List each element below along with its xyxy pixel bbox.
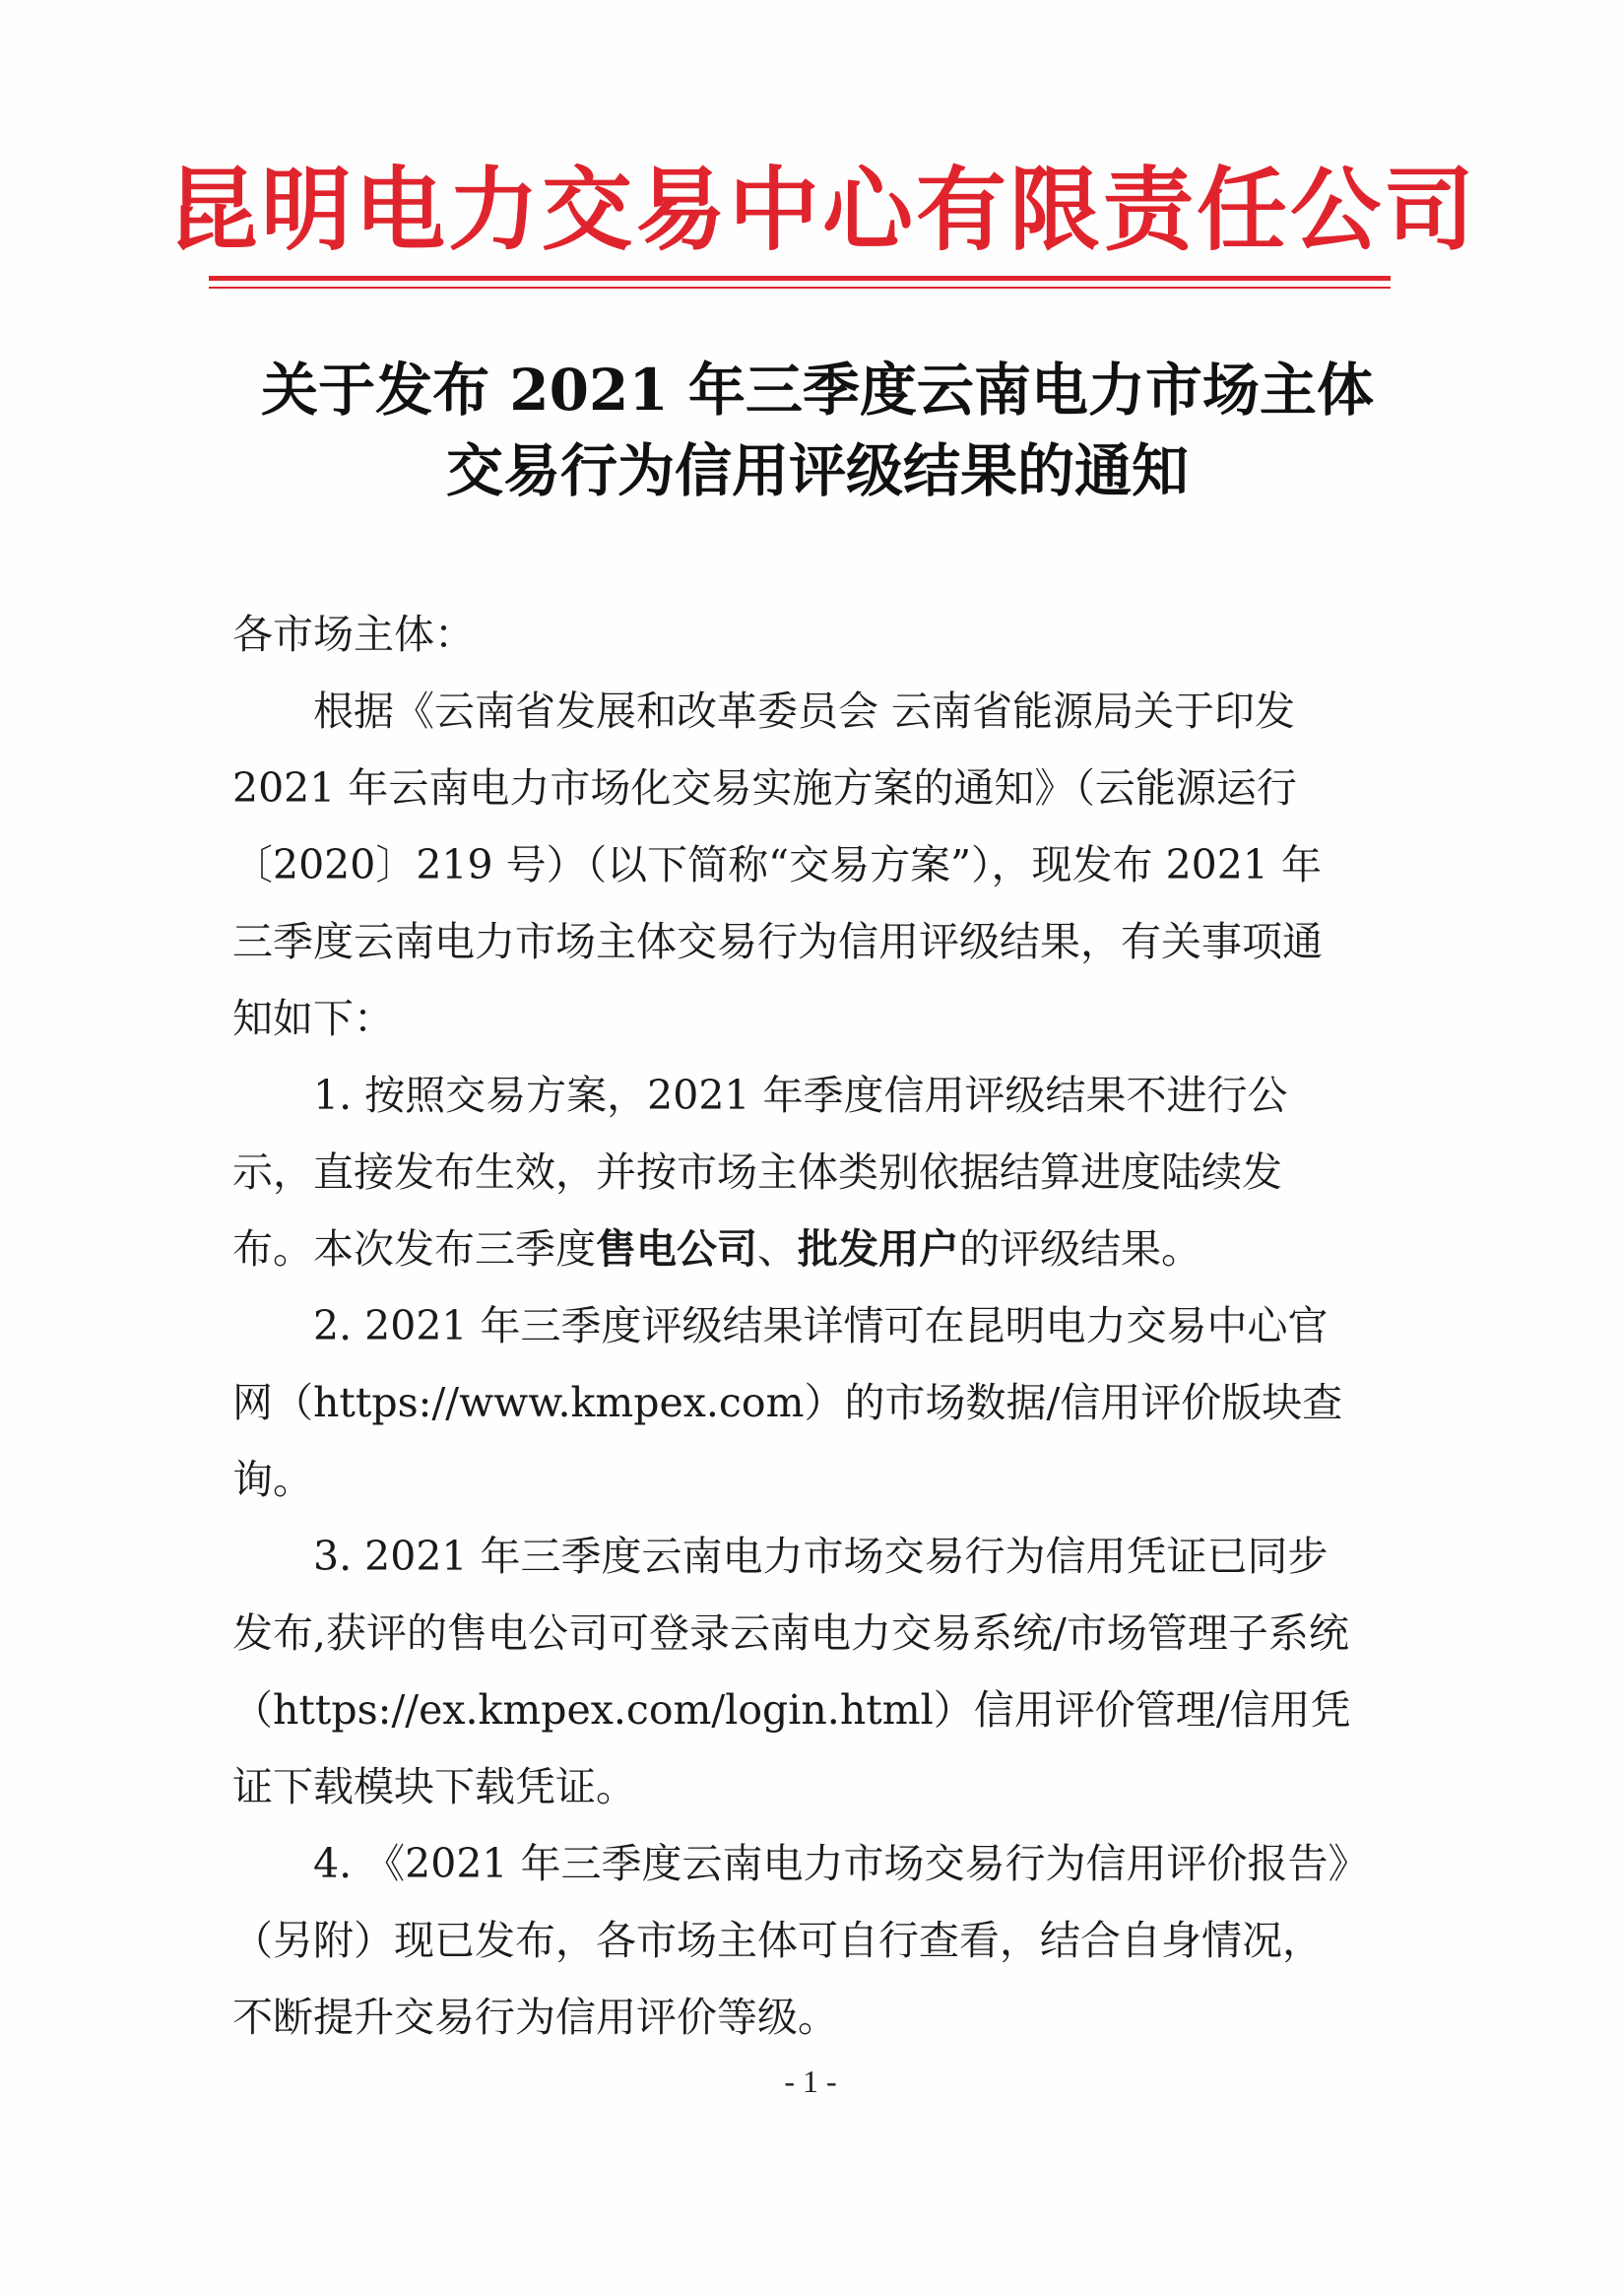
organization-letterhead: 昆明电力交易中心有限责任公司 — [167, 157, 1478, 263]
item-1-separator: 、 — [757, 1225, 798, 1273]
item-1-bold-sales-company: 售电公司 — [596, 1225, 757, 1273]
item-3-paragraph: 3. 2021 年三季度云南电力市场交易行为信用凭证已同步发布,获评的售电公司可登录云南电力交易系统/市场管理子系统（https://ex.kmpex.com/login.html）信用评价管理/信用凭证下载模块下载凭证。 — [232, 1533, 1351, 1810]
item-1-bold-wholesale-users: 批发用户 — [798, 1225, 959, 1273]
intro-paragraph: 根据《云南省发展和改革委员会 云南省能源局关于印发 2021 年云南电力市场化交易实施方案的通知》（云能源运行〔2020〕219 号）（以下简称“交易方案”），现发布 2021 年三季度云南电力市场主体交易行为信用评级结果，有关事项通知如下： — [232, 688, 1323, 1042]
document-title — [177, 350, 1458, 511]
document-body — [232, 596, 1355, 2056]
document-title-line-1: 关于发布 2021 年三季度云南电力市场主体 — [261, 357, 1374, 424]
item-1-text: 1. 按照交易方案，2021 年季度信用评级结果不进行公示，直接发布生效，并按市场主体类别依据结算进度陆续发布。本次发布三季度 — [232, 1072, 1288, 1273]
item-2-paragraph: 2. 2021 年三季度评级结果详情可在昆明电力交易中心官网（https://www.kmpex.com）的市场数据/信用评价版块查询。 — [232, 1302, 1343, 1503]
item-1-paragraph — [232, 1057, 1355, 1287]
item-1-suffix: 的评级结果。 — [959, 1225, 1201, 1273]
salutation: 各市场主体： — [232, 611, 475, 658]
document-title-line-2: 交易行为信用评级结果的通知 — [445, 437, 1189, 504]
page-number: - 1 - — [784, 2064, 837, 2099]
letterhead-red-rule-thin — [209, 287, 1391, 289]
letterhead-red-rule-thick — [209, 276, 1391, 281]
item-4-paragraph: 4. 《2021 年三季度云南电力市场交易行为信用评价报告》（另附）现已发布，各市场主体可自行查看，结合自身情况，不断提升交易行为信用评价等级。 — [232, 1840, 1349, 2041]
